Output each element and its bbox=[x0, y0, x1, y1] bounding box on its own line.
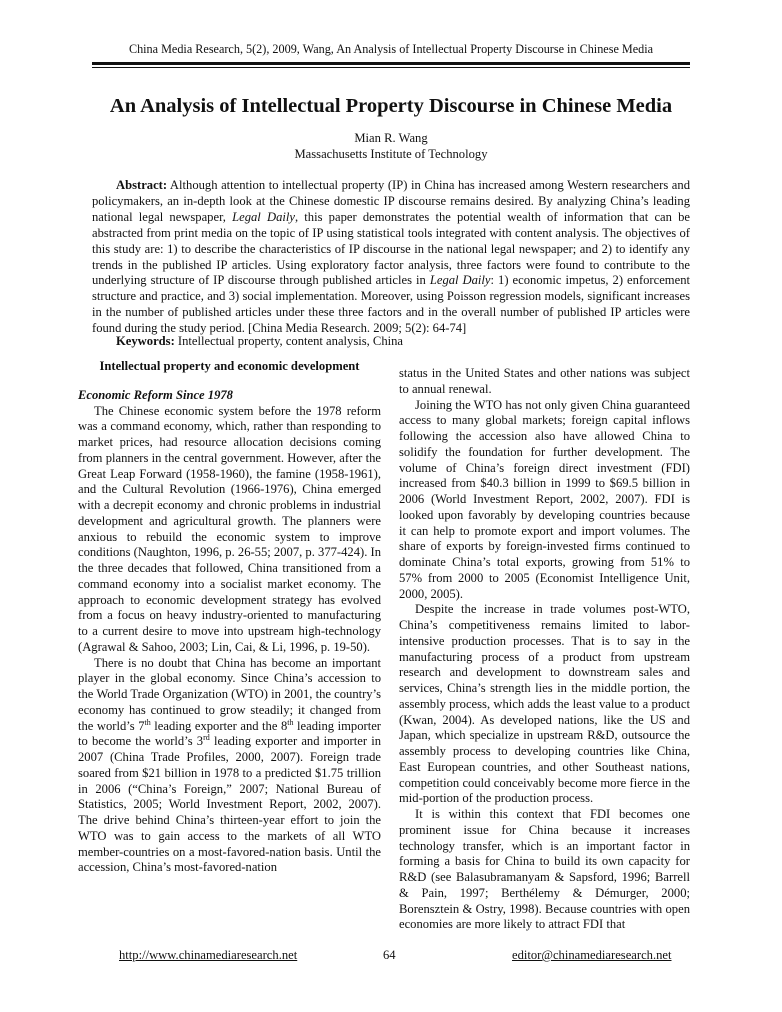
body-paragraph bbox=[399, 366, 690, 398]
italic-run: Legal Daily bbox=[232, 209, 295, 224]
body-paragraph bbox=[399, 602, 690, 807]
text-run: leading exporter and importer in 2007 (China Trade Profiles, 2000, 2007). Foreign trade soared from $21 billion in 1978 to a predicted $1.75 trillion in 2006 (“China’s Foreign,” 2007; National Bureau of Statistics, 2005; World Investment Report, 2002, 2007). The drive behind China’s thirteen-year effort to join the WTO was to gain access to the markets of all WTO member-countries on a most-favored-nation basis. Until the accession, China’s most-favored-nation bbox=[78, 734, 381, 875]
text-run: , this paper demonstrates the potential wealth of information that can be abstracted from print media on the topic of IP using statistical tools integrated with content analysis. The objectives of this study are: 1) to describe the characteristics of IP discourse in the national legal newspaper; and 2) to identify any trends in the published IP articles. Using exploratory factor analysis, three factors were found to contribute to the underlying structure of IP discourse through published articles in bbox=[92, 209, 691, 288]
italic-run: Legal Daily bbox=[429, 273, 491, 288]
byline bbox=[0, 130, 782, 162]
abstract-label: Abstract: bbox=[116, 178, 168, 192]
text-run: It is within this context that FDI becomes one prominent issue for China because it increases technology transfer, which is an important factor in forming a basis for China to build its own capacity for R&D (see Balasubramanyam & Sapsford, 1996; Barrell & Pain, 1997; Berthélemy & Démurger, 2000; Borensztein & Ostry, 1998). Because countries with open economies are more likely to attract FDI that bbox=[399, 807, 690, 932]
text-run: : 1) economic impetus, 2) enforcement structure and practice, and 3) social implementation. Moreover, using Poisson regression models, significant increases in the number of published articles under these three factors and in the overall number of published IP articles were found during the study period. [China Media Research. 2009; 5(2): 64-74] bbox=[92, 273, 690, 336]
superscript: th bbox=[144, 717, 151, 727]
section-heading: Intellectual property and economic development bbox=[99, 359, 360, 373]
email-link[interactable]: editor@chinamediaresearch.net bbox=[512, 948, 672, 962]
author-affiliation: Massachusetts Institute of Technology bbox=[294, 147, 488, 161]
text-run: status in the United States and other nations was subject to annual renewal. bbox=[399, 366, 690, 396]
author-name: Mian R. Wang bbox=[354, 131, 428, 145]
header-rule-thin bbox=[92, 67, 690, 68]
body-paragraph bbox=[399, 398, 690, 603]
right-column bbox=[399, 366, 690, 933]
abstract bbox=[92, 178, 690, 337]
header-rule-thick bbox=[92, 62, 690, 65]
text-run: There is no doubt that China has become an important player in the global economy. Since China’s accession to the World Trade Organization (WTO) in 2001, the country’s economy has continued to grow steadily; it changed from the world’s 7 bbox=[78, 655, 381, 733]
running-head: China Media Research, 5(2), 2009, Wang, An Analysis of Intellectual Property Discourse in Chinese Media bbox=[128, 42, 654, 56]
text-run: Despite the increase in trade volumes post-WTO, China’s competitiveness remains limited to labor-intensive production processes. That is to say in the manufacturing process of a product from upstream research and development to downstream sales and services, China’s strength lies in the middle portion, the assembly process, which adds the least value to a product (Kwan, 2004). As developed nations, like the US and Japan, which specialize in upstream R&D, outsource the assembly process to developing countries like China, East European countries, and other Southeast nations, competition could conceivably become more fierce in the mid-portion of the production process. bbox=[399, 602, 690, 806]
footer-email bbox=[512, 947, 672, 963]
keywords bbox=[92, 333, 690, 349]
keywords-label: Keywords: bbox=[116, 334, 175, 348]
text-run: Joining the WTO has not only given China guaranteed access to many global markets; foreign capital inflows following the accession also have allowed China to solidify the foundation for further development. The volume of China’s foreign direct investment (FDI) increased from $40.3 billion in 1999 to $69.5 billion in 2006 (World Investment Report, 2002, 2007). FDI is looked upon favorably by developing countries because it can help to promote export and import volumes. The share of exports by foreign-invested firms continued to dominate China’s total exports, growing from 51% to 57% from 2000 to 2005 (Economist Intelligence Unit, 2000, 2005). bbox=[399, 397, 690, 601]
page-number: 64 bbox=[383, 948, 396, 962]
keywords-text: Intellectual property, content analysis, China bbox=[174, 334, 404, 348]
superscript: rd bbox=[203, 733, 210, 743]
right-column-body bbox=[399, 366, 690, 933]
website-link[interactable]: http://www.chinamediaresearch.net bbox=[119, 948, 298, 962]
body-paragraph bbox=[78, 404, 381, 656]
superscript: th bbox=[287, 717, 294, 727]
text-run: leading importer to become the world’s 3 bbox=[78, 718, 381, 749]
text-run: leading exporter and the 8 bbox=[150, 718, 288, 733]
abstract-body bbox=[92, 178, 690, 335]
text-run: Although attention to intellectual property (IP) in China has increased among Western researchers and policymakers, an in-depth look at the Chinese domestic IP discourse remains desired. By analyzing China’s leading national legal newspaper, bbox=[92, 178, 690, 224]
text-run: The Chinese economic system before the 1978 reform was a command economy, which, rather than responding to market prices, had resource allocation decisions coming from planners in the central government. However, after the Great Leap Forward (1958-1960), the famine (1958-1961), and the Cultural Revolution (1966-1976), China emerged with a decrepit economy and chronic problems in industrial development and agricultural growth. The planners were anxious to rebuild the economic system to improve conditions (Naughton, 1996, p. 26-55; 2007, p. 377-424). In the three decades that followed, China transitioned from a command economy into a socialist market economy. The approach to economic development strategy has evolved from a focus on heavy industry-oriented to manufacturing to a current desire to move into upstream high-technology (Agrawal & Sahoo, 2003; Lin, Cai, & Li, 1996, p. 19-50). bbox=[78, 403, 381, 654]
paper-title: An Analysis of Intellectual Property Discourse in Chinese Media bbox=[109, 95, 673, 117]
subsection-heading: Economic Reform Since 1978 bbox=[78, 387, 233, 402]
body-paragraph bbox=[78, 656, 381, 877]
footer-website bbox=[119, 947, 297, 963]
left-column-body bbox=[78, 404, 381, 877]
left-column bbox=[78, 359, 381, 876]
body-paragraph bbox=[399, 807, 690, 933]
